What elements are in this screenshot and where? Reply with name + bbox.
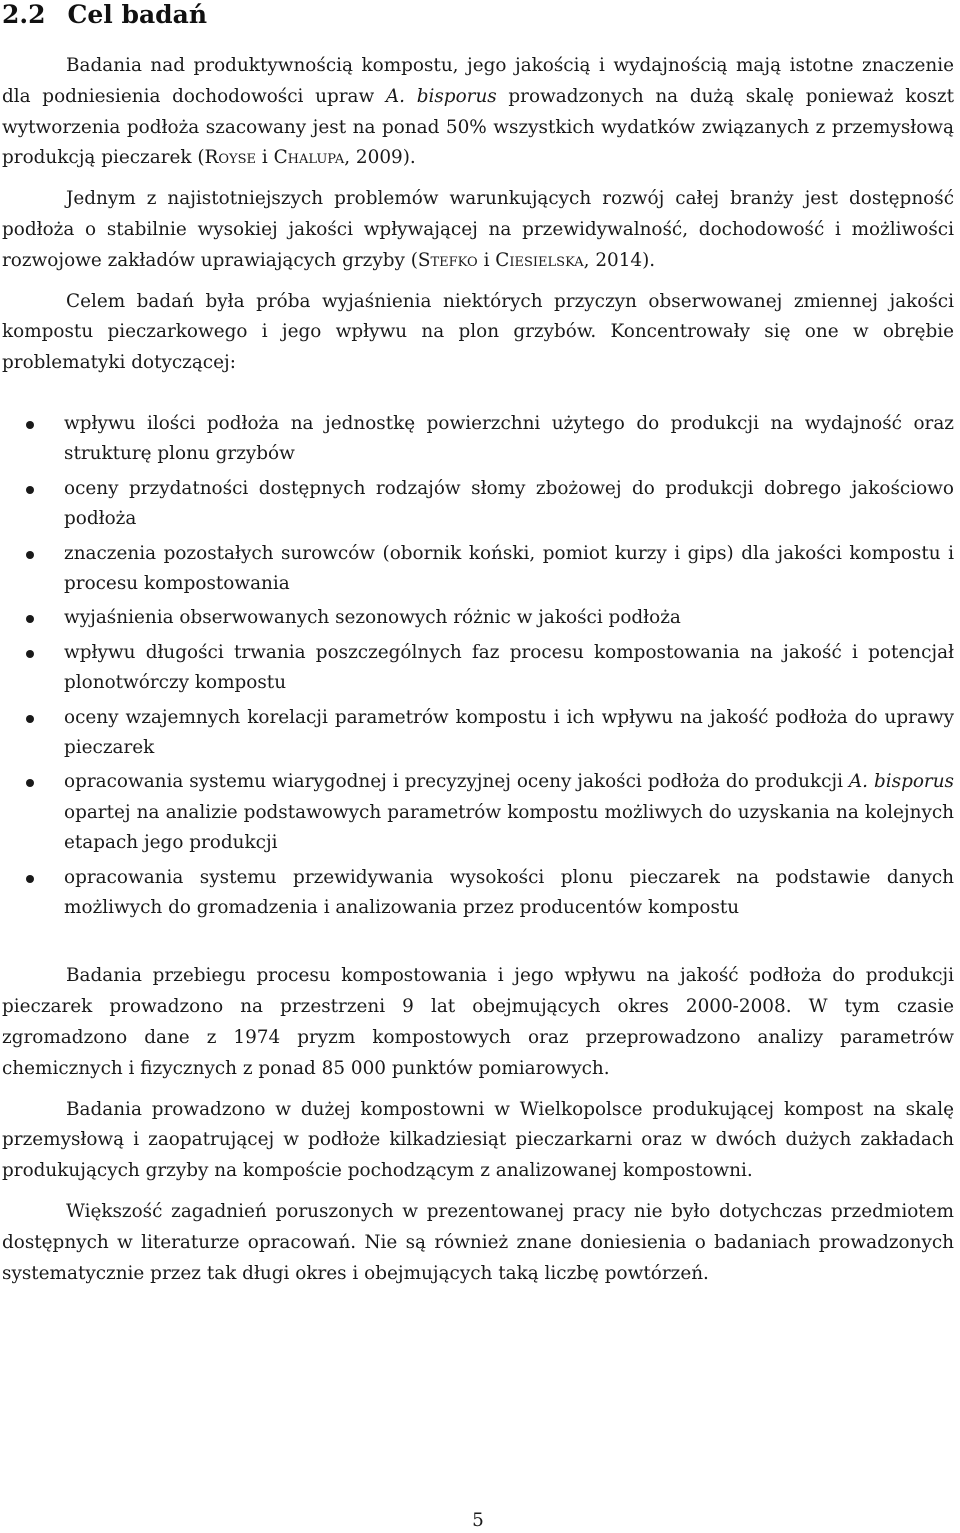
species-name: bisporus	[416, 85, 497, 107]
text-run: i	[256, 147, 274, 169]
citation-author: Chalupa	[273, 147, 345, 169]
bullet-icon	[26, 779, 34, 787]
text-run: Badania nad produktywnością kompostu, jego jakością i wydajnością mają istotne znaczenie dla podniesienia dochodowości upraw	[2, 55, 954, 107]
document-page	[2, 0, 954, 1289]
list-item	[2, 638, 954, 699]
list-item-text: oceny wzajemnych korelacji parametrów kompostu i ich wpływu na jakość podłoża do uprawy pieczarek	[64, 706, 954, 759]
citation-author: Ciesielska	[495, 249, 584, 271]
paragraph-aim: Celem badań była próba wyjaśnienia niektórych przyczyn obserwowanej zmiennej jakości kompostu pieczarkowego i jego wpływu na plon grzybów. Koncentrowały się one w obrębie problematyki dotyczącej:	[2, 290, 954, 374]
bullet-icon	[26, 551, 34, 559]
list-item	[2, 409, 954, 470]
bullet-icon	[26, 650, 34, 658]
text-run: Jednym z najistotniejszych problemów warunkujących rozwój całej branży jest dostępność podłoża o stabilnie wysokiej jakości wpływającej na przewidywalność, dochodowość i możliwości rozwojowe zakładów uprawiających grzyby (	[2, 188, 954, 271]
text-run: , 2009).	[344, 147, 416, 169]
list-item	[2, 474, 954, 535]
bullet-icon	[26, 875, 34, 883]
text-run: opracowania systemu wiarygodnej i precyzyjnej oceny jakości podłoża do produkcji	[64, 771, 849, 793]
species-name: bisporus	[873, 771, 954, 793]
list-item	[2, 863, 954, 924]
bullet-icon	[26, 615, 34, 623]
bullet-icon	[26, 486, 34, 494]
species-genus: A.	[385, 85, 406, 107]
topics-list	[2, 409, 954, 924]
list-item	[2, 767, 954, 858]
bullet-icon	[26, 421, 34, 429]
paragraph-problem	[2, 184, 954, 276]
page-number: 5	[472, 1510, 484, 1531]
paragraph-intro	[2, 51, 954, 174]
bullet-icon	[26, 715, 34, 723]
list-item	[2, 539, 954, 600]
section-title: Cel badań	[67, 0, 208, 29]
paragraph-method: Badania przebiegu procesu kompostowania i jego wpływu na jakość podłoża do produkcji pieczarek prowadzono na przestrzeni 9 lat obejmujących okres 2000-2008. W tym czasie zgromadzono dane z 1974 pryzm kompostowych oraz przeprowadzono analizy parametrów chemicznych i fizycznych z ponad 85 000 punktów pomiarowych.	[2, 965, 954, 1079]
list-item-text: wpływu ilości podłoża na jednostkę powierzchni użytego do produkcji na wydajność oraz strukturę plonu grzybów	[64, 412, 954, 465]
paragraph-location: Badania prowadzono w dużej kompostowni w Wielkopolsce produkującej kompost na skalę przemysłową i zaopatrującej w podłoże kilkadziesiąt pieczarkarni oraz w dwóch dużych zakładach produkujących grzyby na kompoście pochodzącym z analizowanej kompostowni.	[2, 1098, 954, 1182]
list-item-text: znaczenia pozostałych surowców (obornik koński, pomiot kurzy i gips) dla jakości kompostu i procesu kompostowania	[64, 542, 954, 594]
citation-author: Royse	[204, 147, 257, 169]
text-run: prowadzonych na dużą skalę ponieważ koszt wytworzenia podłoża szacowany jest na ponad 50% wszystkich wydatków związanych z przemysłową produkcją pieczarek (	[2, 85, 954, 169]
paragraph-novelty: Większość zagadnień poruszonych w prezentowanej pracy nie było dotychczas przedmiotem dostępnych w literaturze opracowań. Nie są również znane doniesienia o badaniach prowadzonych systematycznie przez tak długi okres i obejmujących taką liczbę powtórzeń.	[2, 1201, 954, 1284]
text-run: i	[477, 249, 496, 271]
text-run: , 2014).	[583, 249, 656, 271]
text-run: opartej na analizie podstawowych parametrów kompostu możliwych do uzyskania na kolejnych etapach jego produkcji	[64, 801, 954, 854]
list-item-text: wpływu długości trwania poszczególnych faz procesu kompostowania na jakość i potencjał plonotwórczy kompostu	[64, 641, 954, 694]
list-item-text: wyjaśnienia obserwowanych sezonowych różnic w jakości podłoża	[64, 607, 681, 629]
list-item	[2, 603, 954, 633]
list-item-text: oceny przydatności dostępnych rodzajów słomy zbożowej do produkcji dobrego jakościowo podłoża	[64, 477, 954, 530]
species-genus: A.	[848, 771, 869, 793]
list-item-text: opracowania systemu przewidywania wysokości plonu pieczarek na podstawie danych możliwych do gromadzenia i analizowania przez producentów kompostu	[64, 866, 954, 919]
section-number: 2.2	[2, 0, 46, 29]
section-heading	[2, 0, 954, 34]
list-item	[2, 703, 954, 764]
citation-author: Stefko	[417, 249, 478, 271]
